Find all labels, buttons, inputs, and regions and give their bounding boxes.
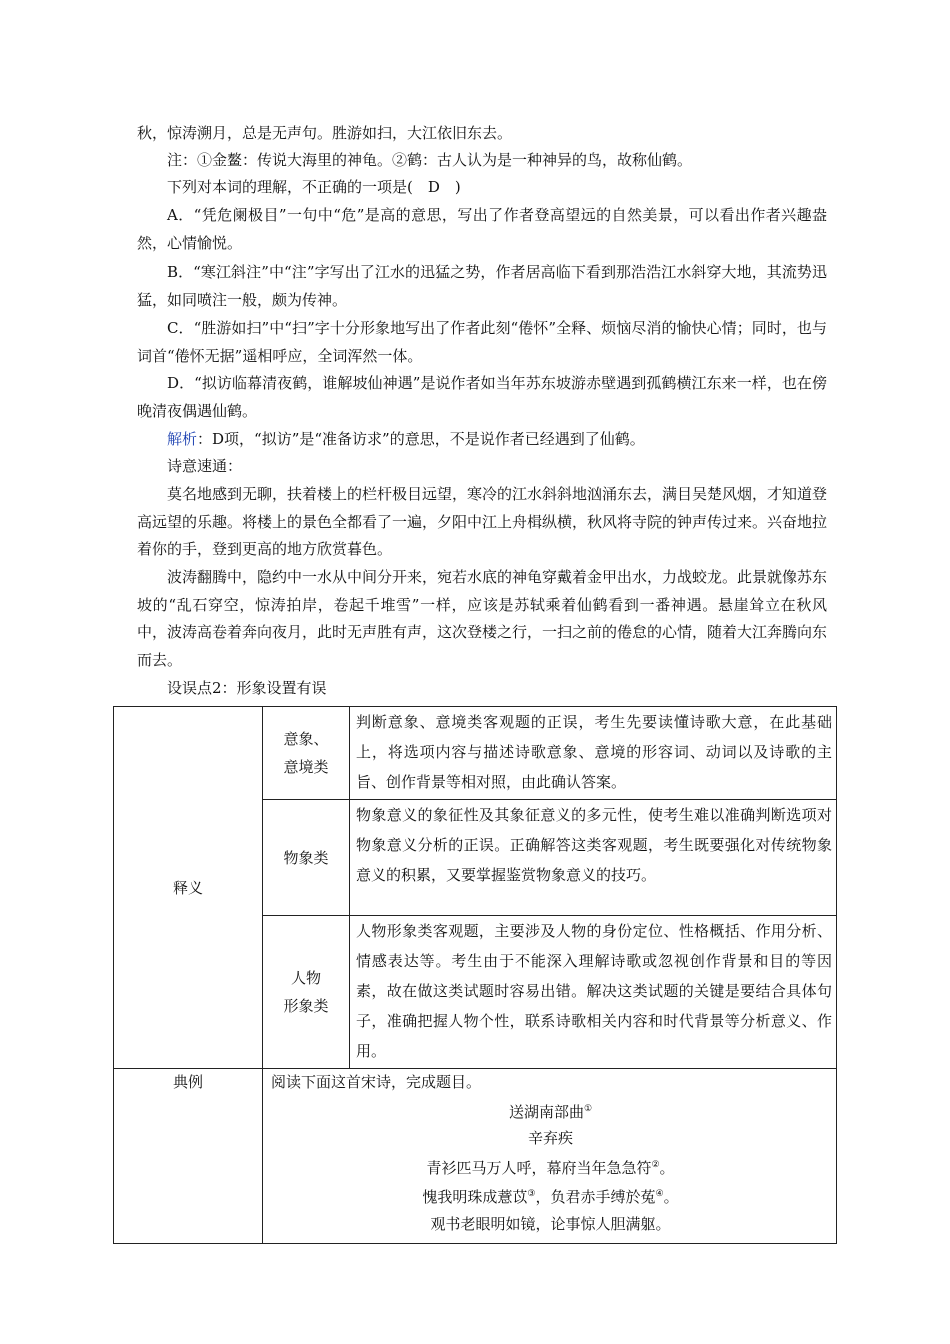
translation-para-2: 波涛翻腾中，隐约中一水从中间分开来，宛若水底的神龟穿戴着金甲出水，力战蛟龙。此景就像苏东坡的“乱石穿空，惊涛拍岸，卷起千堆雪”一样，应该是苏轼乘着仙鹤看到一番神遇。悬崖耸立在秋风中，波涛高卷着奔向夜月，此时无声胜有声，这次登楼之行，一扫之前的倦怠的心情，随着大江奔腾向东而去。 bbox=[137, 568, 828, 669]
poem-line: 观书老眼明如镜，论事惊人胆满躯。 bbox=[430, 1214, 671, 1233]
poem-title bbox=[271, 1096, 830, 1126]
poem-line-end: 。 bbox=[659, 1158, 675, 1177]
table-row bbox=[114, 707, 837, 800]
subcategory-line: 形象类 bbox=[283, 997, 329, 1015]
poem-line bbox=[271, 1181, 830, 1211]
poem-title-text: 送湖南部曲 bbox=[508, 1102, 584, 1121]
description-cell: 人物形象类客观题，主要涉及人物的身份定位、性格概括、作用分析、情感表达等。考生由于不能深入理解诗歌或忽视创作背景和目的等因素，故在做这类试题时容易出错。解决这类试题的关键是要结合具体句子，准确把握人物个性，联系诗歌相关内容和时代背景等分析意义、作用。 bbox=[350, 916, 837, 1069]
description-cell: 判断意象、意境类客观题的正误，考生先要读懂诗歌大意，在此基础上，将选项内容与描述诗歌意象、意境的形容词、动词以及诗歌的主旨、创作背景等相对照，由此确认答案。 bbox=[350, 707, 837, 800]
option-b: B．“寒江斜注”中“注”字写出了江水的迅猛之势，作者居高临下看到那浩浩江水斜穿大地，其流势迅猛，如同喷注一般，颇为传神。 bbox=[137, 263, 827, 309]
example-label-cell: 典例 bbox=[114, 1069, 263, 1244]
subcategory-line: 意象、 bbox=[283, 730, 329, 748]
subcategory-line: 人物 bbox=[290, 969, 321, 987]
category-cell: 释义 bbox=[114, 707, 263, 1069]
analysis-label: 解析 bbox=[167, 430, 198, 448]
description-cell: 物象意义的象征性及其象征意义的多元性，使考生难以准确判断选项对物象意义分析的正误。正确解答这类客观题，考生既要强化对传统物象意义的积累，又要掌握鉴赏物象意义的技巧。 bbox=[350, 800, 837, 916]
footnote-mark: ③ bbox=[527, 1189, 536, 1199]
example-content-cell bbox=[263, 1069, 837, 1244]
poem-line bbox=[271, 1152, 830, 1182]
error-type-table bbox=[113, 706, 837, 1244]
subcategory-cell: 物象类 bbox=[263, 800, 350, 916]
translation-para-1: 莫名地感到无聊，扶着楼上的栏杆极目远望，寒冷的江水斜斜地汹涌东去，满目吴楚风烟，才知道登高远望的乐趣。将楼上的景色全都看了一遍，夕阳中江上舟楫纵横，秋风将寺院的钟声传过来。兴奋地拉着你的手，登到更高的地方欣赏暮色。 bbox=[137, 485, 828, 558]
analysis bbox=[137, 426, 827, 454]
footnote-mark: ② bbox=[651, 1159, 660, 1170]
footnote-mark: ① bbox=[583, 1103, 593, 1114]
poem-line-text: 青衫匹马万人呼，幕府当年急急符 bbox=[426, 1158, 652, 1177]
poem-author: 辛弃疾 bbox=[527, 1129, 573, 1147]
subcategory-line: 意境类 bbox=[283, 758, 329, 776]
section-heading: 设误点2：形象设置有误 bbox=[167, 679, 327, 697]
example-intro: 阅读下面这首宋诗，完成题目。 bbox=[271, 1073, 482, 1091]
option-a: A．“凭危阑极目”一句中“危”是高的意思，写出了作者登高望远的自然美景，可以看出作者兴趣盎然，心情愉悦。 bbox=[137, 206, 827, 252]
poem-line-text: ，负君赤手缚於菟 bbox=[535, 1188, 656, 1206]
footnote-mark: ④ bbox=[655, 1189, 664, 1199]
footnote: 注：①金鳌：传说大海里的神龟。②鹤：古人认为是一种神异的鸟，故称仙鹤。 bbox=[167, 151, 693, 169]
analysis-text: ：D项，“拟访”是“准备访求”的意思，不是说作者已经遇到了仙鹤。 bbox=[197, 430, 645, 448]
option-c: C．“胜游如扫”中“扫”字十分形象地写出了作者此刻“倦怀”全释、烦恼尽消的愉快心情；同时，也与词首“倦怀无据”遥相呼应，全词浑然一体。 bbox=[137, 319, 827, 365]
subcategory-cell bbox=[263, 916, 350, 1069]
question: 下列对本词的理解，不正确的一项是( D ) bbox=[167, 178, 461, 196]
poem-line-text: 愧我明珠成薏苡 bbox=[422, 1188, 528, 1206]
translation-title: 诗意速通： bbox=[167, 457, 243, 475]
poem-line-end: 。 bbox=[663, 1188, 679, 1206]
poem-tail-line: 秋，惊涛溯月，总是无声句。胜游如扫，大江依旧东去。 bbox=[137, 124, 513, 142]
option-d: D．“拟访临幕清夜鹤，谁解坡仙神遇”是说作者如当年苏东坡游赤壁遇到孤鹤横江东来一样，也在傍晚清夜偶遇仙鹤。 bbox=[137, 374, 827, 420]
table-row bbox=[114, 1069, 837, 1244]
subcategory-cell bbox=[263, 707, 350, 800]
